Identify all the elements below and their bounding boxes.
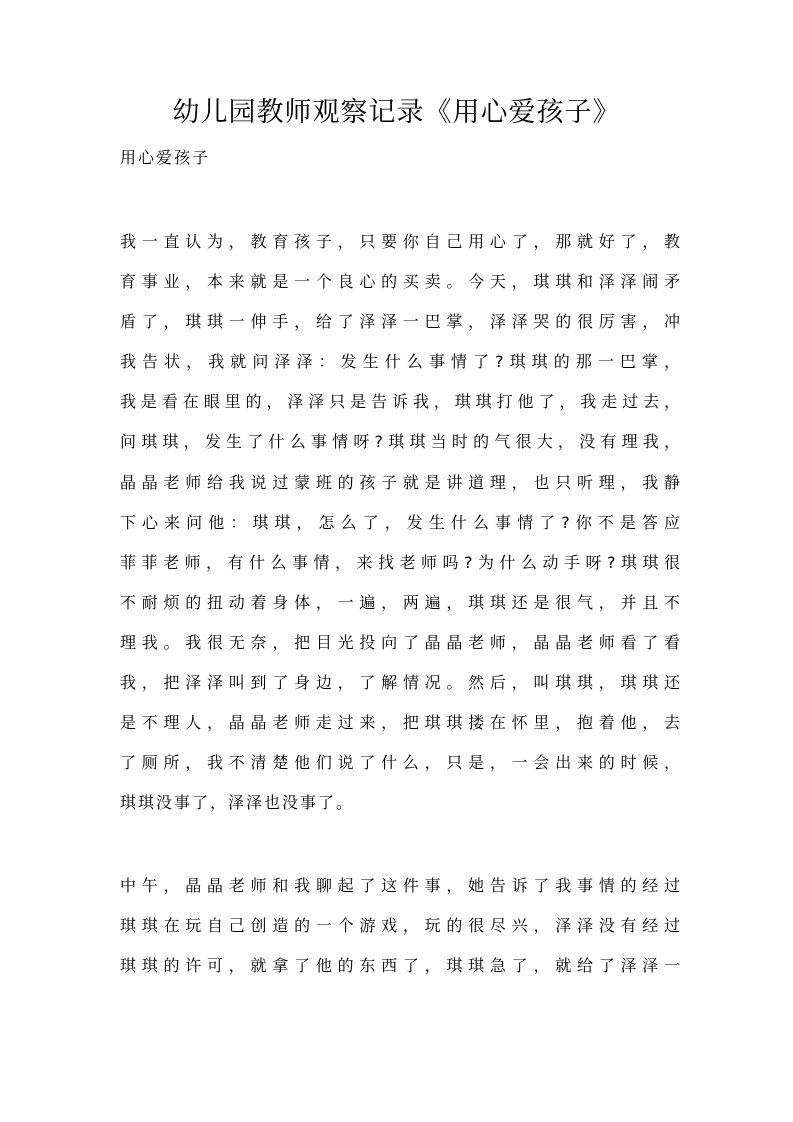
text-line: 菲菲老师，有什么事情，来找老师吗?为什么动手呀?琪琪很 (120, 552, 680, 572)
text-line: 育事业，本来就是一个良心的买卖。今天，琪琪和泽泽闹矛 (120, 272, 680, 292)
text-line: 下心来问他：琪琪，怎么了，发生什么事情了?你不是答应 (120, 512, 680, 532)
text-line: 我一直认为，教育孩子，只要你自己用心了，那就好了，教 (120, 232, 680, 251)
text-line: 不耐烦的扭动着身体，一遍，两遍，琪琪还是很气，并且不 (120, 592, 680, 612)
text-line: 盾了，琪琪一伸手，给了泽泽一巴掌，泽泽哭的很厉害，冲 (120, 312, 680, 332)
text-line: 中午，晶晶老师和我聊起了这件事，她告诉了我事情的经过 (120, 876, 680, 895)
text-line: 我是看在眼里的，泽泽只是告诉我，琪琪打他了，我走过去， (120, 392, 680, 412)
text-line: 是不理人，晶晶老师走过来，把琪琪搂在怀里，抱着他，去 (120, 713, 680, 733)
text-line: 我告状，我就问泽泽：发生什么事情了?琪琪的那一巴掌， (120, 352, 680, 372)
text-line: 琪琪没事了，泽泽也没事了。 (120, 793, 355, 813)
text-line: 了厕所，我不清楚他们说了什么，只是，一会出来的时候， (120, 753, 680, 773)
text-line: 琪琪的许可，就拿了他的东西了，琪琪急了，就给了泽泽一 (120, 956, 680, 976)
text-line: 我，把泽泽叫到了身边，了解情况。然后，叫琪琪，琪琪还 (120, 673, 680, 693)
text-line: 问琪琪，发生了什么事情呀?琪琪当时的气很大，没有理我， (120, 432, 680, 452)
paragraph (120, 222, 680, 823)
document-title: 幼儿园教师观察记录《用心爱孩子》 (172, 97, 621, 128)
text-line: 晶晶老师给我说过蒙班的孩子就是讲道理，也只听理，我静 (120, 472, 680, 492)
document-subtitle: 用心爱孩子 (120, 148, 211, 167)
paragraph (120, 866, 680, 986)
text-line: 理我。我很无奈，把目光投向了晶晶老师，晶晶老师看了看 (120, 632, 680, 652)
text-line: 琪琪在玩自己创造的一个游戏，玩的很尽兴，泽泽没有经过 (120, 916, 680, 936)
